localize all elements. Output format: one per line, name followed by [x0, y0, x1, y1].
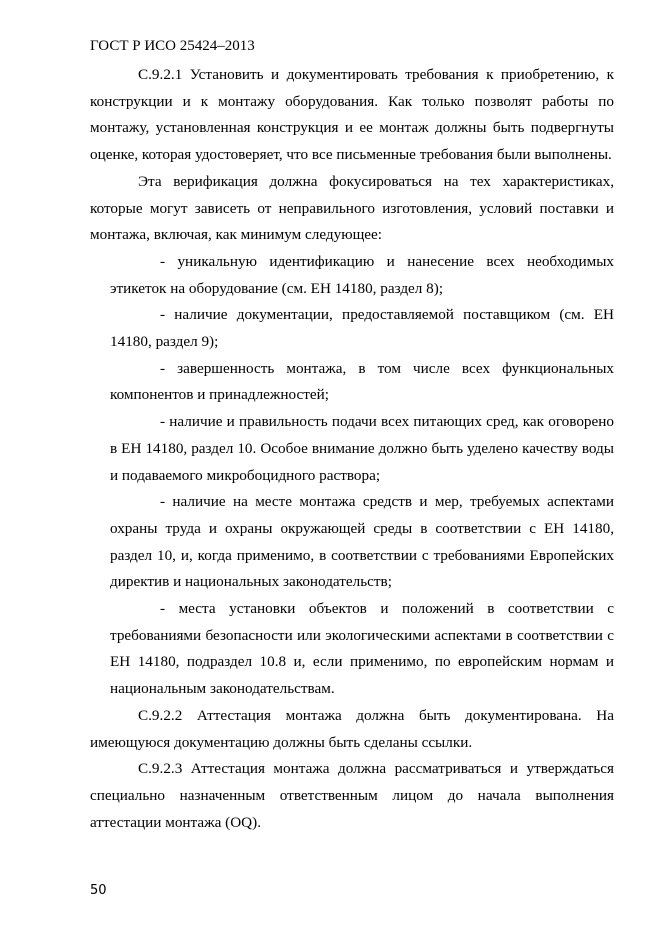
- list-item: - уникальную идентификацию и нанесение всех необходимых этикеток на оборудование (см. ЕН 14180, раздел 8);: [110, 252, 614, 297]
- paragraph-c9-2-2: С.9.2.2 Аттестация монтажа должна быть документирована. На имеющуюся документацию должны быть сделаны ссылки.: [90, 706, 614, 751]
- list-item: - завершенность монтажа, в том числе всех функциональных компонентов и принадлежностей;: [110, 359, 614, 404]
- paragraph-c9-2-1: С.9.2.1 Установить и документировать требования к приобретению, к конструкции и к монтажу оборудования. Как только позволят работы по монтажу, установленная конструкция и ее монтаж должны быть подвергнуты оценке, которая удостоверяет, что все письменные требования были выполнены.: [90, 66, 614, 164]
- document-body: [90, 62, 614, 836]
- page-number: 50: [90, 883, 107, 898]
- list-item: - наличие на месте монтажа средств и мер, требуемых аспектами охраны труда и охраны окружающей среды в соответствии с ЕН 14180, раздел 10, и, когда применимо, в соответствии с требованиями Европейских директив и национальных законодательств;: [110, 493, 614, 591]
- list-item: - наличие и правильность подачи всех питающих сред, как оговорено в ЕН 14180, раздел 10. Особое внимание должно быть уделено качеству воды и подаваемого микробоцидного раствора;: [110, 413, 614, 484]
- paragraph-c9-2-3: С.9.2.3 Аттестация монтажа должна рассматриваться и утверждаться специально назначенным ответственным лицом до начала выполнения аттестации монтажа (OQ).: [90, 760, 614, 831]
- list-item: - наличие документации, предоставляемой поставщиком (см. ЕН 14180, раздел 9);: [110, 306, 614, 351]
- list-item: - места установки объектов и положений в соответствии с требованиями безопасности или экологическими аспектами в соответствии с ЕН 14180, подраздел 10.8 и, если применимо, по европейским нормам и национальным законодательствам.: [110, 600, 614, 698]
- paragraph-verification: Эта верификация должна фокусироваться на тех характеристиках, которые могут зависеть от неправильного изготовления, условий поставки и монтажа, включая, как минимум следующее:: [90, 172, 614, 244]
- document-header: ГОСТ Р ИСО 25424–2013: [90, 38, 255, 54]
